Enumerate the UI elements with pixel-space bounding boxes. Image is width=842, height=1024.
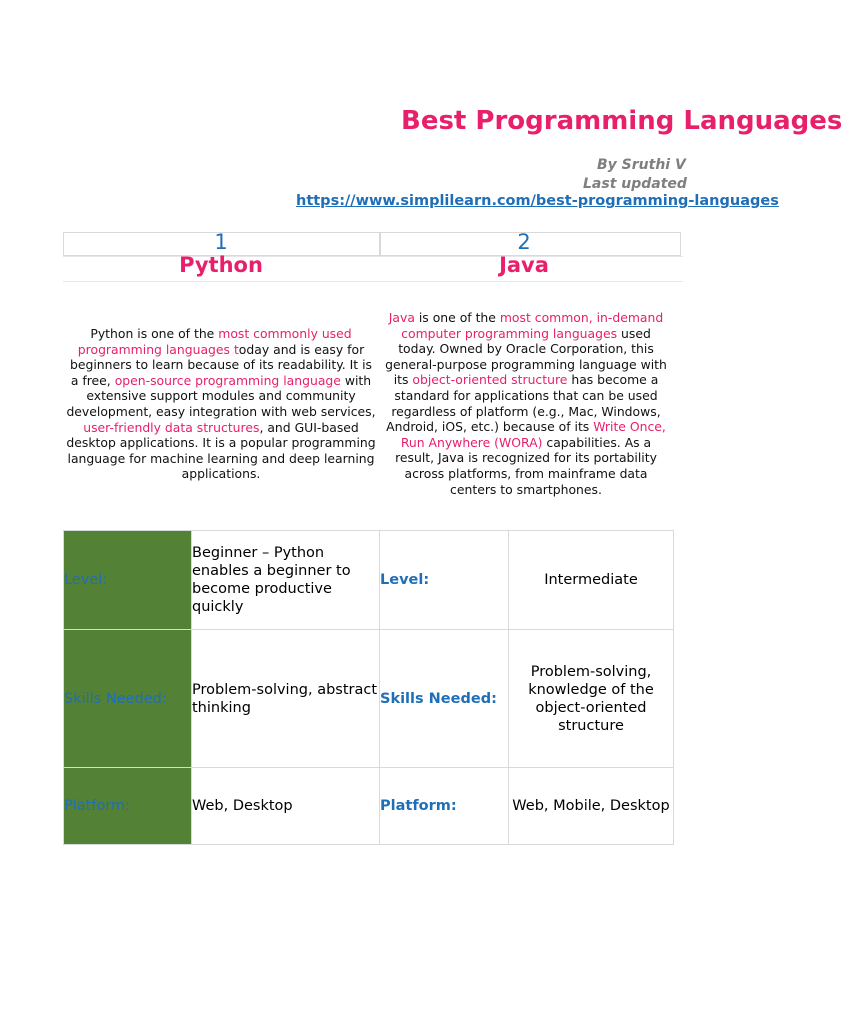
java-level-label: Level: — [380, 531, 509, 630]
highlighted-phrase: most common, in-demand computer programming languages — [401, 310, 664, 341]
python-platform-label: Platform: — [64, 768, 192, 845]
language-details-table — [63, 530, 674, 845]
python-level-value: Beginner – Python enables a beginner to become productive quickly — [192, 531, 380, 630]
description-text: is one of the — [414, 310, 500, 325]
java-platform-label: Platform: — [380, 768, 509, 845]
row-divider — [63, 281, 683, 282]
source-link[interactable]: https://www.simplilearn.com/best-programming-languages — [296, 193, 779, 209]
table-row-skills — [64, 630, 674, 768]
highlighted-phrase: user-friendly data structures — [83, 419, 260, 435]
java-skills-value: Problem-solving, knowledge of the object-oriented structure — [509, 630, 674, 768]
description-text: with extensive support modules and community development, easy integration with web services, — [66, 372, 376, 419]
table-row-level — [64, 531, 674, 630]
table-row-platform — [64, 768, 674, 845]
language-name-python: Python — [179, 253, 263, 277]
java-description — [381, 310, 671, 497]
description-text: , and GUI-based desktop applications. It is a popular programming language for machine learning and deep learning applications. — [66, 419, 376, 482]
highlighted-phrase: most commonly used programming languages t — [77, 326, 352, 357]
description-text: Python is one of the — [90, 326, 219, 341]
description-text: has become a standard for applications that can be used regardless of platform (e.g., Mac, Windows, Android, iOS, etc.) because of its — [386, 372, 661, 435]
author-line: By Sruthi V — [597, 157, 686, 173]
python-skills-value: Problem-solving, abstract thinking — [192, 630, 380, 768]
page-title: Best Programming Languages — [401, 106, 842, 136]
python-description — [66, 326, 376, 482]
highlighted-phrase: Write Once, Run Anywhere (WORA) — [400, 419, 666, 450]
description-text: capabilities. As a result, Java is recognized for its portability across platforms, from mainframe data centers to smartphones. — [395, 434, 657, 497]
highlighted-phrase: open-source programming language — [114, 372, 341, 388]
java-platform-value: Web, Mobile, Desktop — [509, 768, 674, 845]
python-platform-value: Web, Desktop — [192, 768, 380, 845]
python-skills-label: Skills Needed: — [64, 630, 192, 768]
python-level-label: Level: — [64, 531, 192, 630]
java-skills-label: Skills Needed: — [380, 630, 509, 768]
last-updated-line: Last updated — [583, 176, 687, 192]
java-level-value: Intermediate — [509, 531, 674, 630]
rank-number-1: 1 — [214, 230, 228, 254]
language-name-java: Java — [499, 253, 549, 277]
rank-number-2: 2 — [517, 230, 531, 254]
highlighted-phrase: object-oriented structure — [412, 372, 568, 388]
description-text: used today. Owned by Oracle Corporation, this general-purpose programming language with its — [385, 325, 667, 388]
highlighted-phrase: Java — [388, 310, 415, 325]
description-text: oday and is easy for beginners to learn because of its readability. It is a free, — [70, 341, 372, 388]
